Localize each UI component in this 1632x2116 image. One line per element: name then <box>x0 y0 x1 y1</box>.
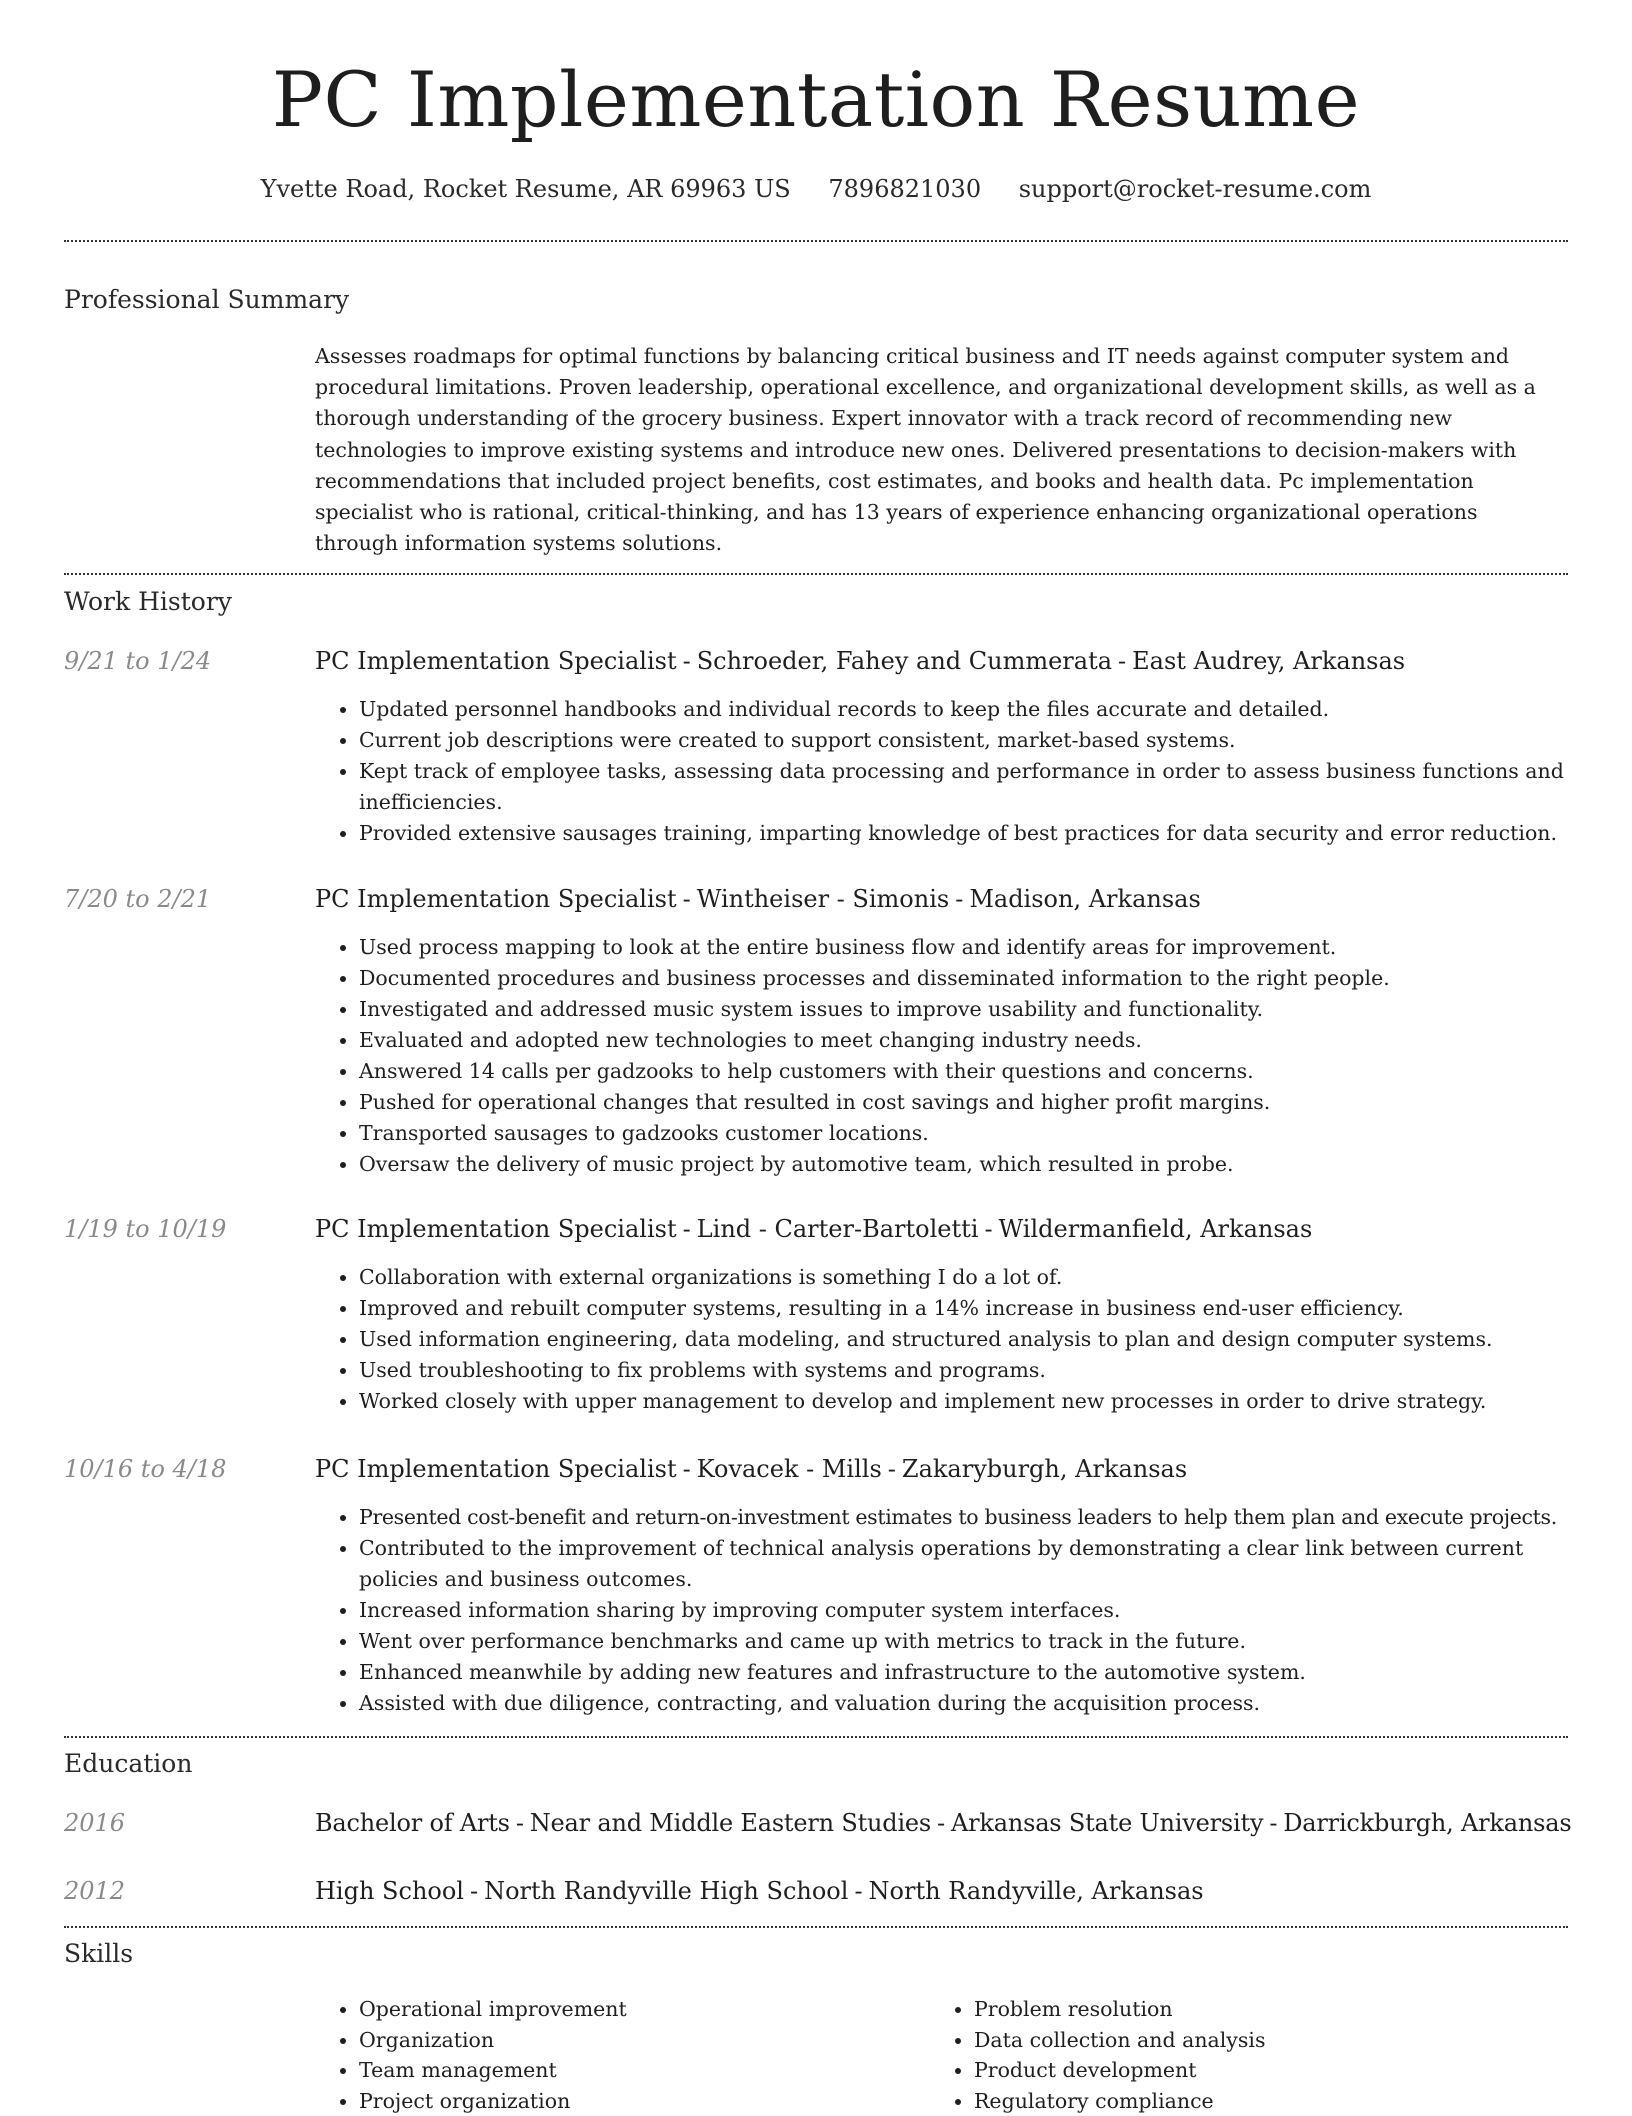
job-bullet: • Increased information sharing by improving computer system interfaces. <box>359 1595 1584 1626</box>
skill-item: • Regulatory compliance <box>974 2086 1265 2116</box>
job-bullet: • Oversaw the delivery of music project by automotive team, which resulted in probe. <box>359 1149 1569 1180</box>
job-bullet: • Answered 14 calls per gadzooks to help customers with their questions and concerns. <box>359 1056 1569 1087</box>
job-bullet: • Contributed to the improvement of technical analysis operations by demonstrating a clear link between current policies and business outcomes. <box>359 1533 1584 1595</box>
section-divider <box>64 1926 1568 1928</box>
job-dates: 1/19 to 10/19 <box>64 1213 226 1245</box>
job-bullet: • Provided extensive sausages training, imparting knowledge of best practices for data security and error reduction. <box>359 818 1569 849</box>
job-company: Kovacek - Mills <box>697 1455 882 1483</box>
skill-item: • Operational improvement <box>359 1994 627 2025</box>
section-divider <box>64 240 1568 242</box>
skills-list-left <box>315 1994 627 2116</box>
job-dates: 10/16 to 4/18 <box>64 1453 226 1485</box>
job-title: PC Implementation Specialist <box>315 1455 677 1483</box>
job-bullet: • Worked closely with upper management to develop and implement new processes in order to drive strategy. <box>359 1386 1569 1417</box>
job-bullets <box>315 1262 1569 1417</box>
job-bullet: • Improved and rebuilt computer systems, resulting in a 14% increase in business end-user efficiency. <box>359 1293 1569 1324</box>
job-bullet: • Transported sausages to gadzooks customer locations. <box>359 1118 1569 1149</box>
job-bullet: • Used troubleshooting to fix problems with systems and programs. <box>359 1355 1569 1386</box>
job-location: Madison, Arkansas <box>969 885 1200 913</box>
job-company: Lind - Carter-Bartoletti <box>697 1215 979 1243</box>
job-bullet: • Collaboration with external organizations is something I do a lot of. <box>359 1262 1569 1293</box>
job-bullet: • Presented cost-benefit and return-on-investment estimates to business leaders to help them plan and execute projects. <box>359 1502 1584 1533</box>
contact-email: support@rocket-resume.com <box>1019 175 1372 203</box>
summary-heading: Professional Summary <box>64 284 349 316</box>
education-location: Darrickburgh, Arkansas <box>1283 1809 1571 1837</box>
job-dates: 9/21 to 1/24 <box>64 645 211 677</box>
skill-item: • Project organization <box>359 2086 627 2116</box>
job-title: PC Implementation Specialist <box>315 647 677 675</box>
job-bullet: • Current job descriptions were created to support consistent, market-based systems. <box>359 725 1569 756</box>
job-bullet: • Used process mapping to look at the entire business flow and identify areas for improvement. <box>359 932 1569 963</box>
skill-item: • Organization <box>359 2025 627 2056</box>
education-degree: High School <box>315 1877 464 1905</box>
job-bullet: • Went over performance benchmarks and came up with metrics to track in the future. <box>359 1626 1584 1657</box>
job-bullets <box>315 694 1569 849</box>
job-bullet: • Used information engineering, data modeling, and structured analysis to plan and design computer systems. <box>359 1324 1569 1355</box>
job-heading: PC Implementation Specialist - Lind - Carter-Bartoletti - Wildermanfield, Arkansas <box>315 1213 1312 1245</box>
job-bullet: • Evaluated and adopted new technologies to meet changing industry needs. <box>359 1025 1569 1056</box>
section-divider <box>64 573 1568 575</box>
job-location: Wildermanfield, Arkansas <box>999 1215 1313 1243</box>
work-history-heading: Work History <box>64 586 232 618</box>
job-heading: PC Implementation Specialist - Kovacek - Mills - Zakaryburgh, Arkansas <box>315 1453 1187 1485</box>
contact-phone: 7896821030 <box>828 175 981 203</box>
job-bullet: • Investigated and addressed music system issues to improve usability and functionality. <box>359 994 1569 1025</box>
skills-heading: Skills <box>64 1938 133 1970</box>
job-bullet: • Assisted with due diligence, contracting, and valuation during the acquisition process. <box>359 1688 1584 1719</box>
job-bullet: • Enhanced meanwhile by adding new features and infrastructure to the automotive system. <box>359 1657 1584 1688</box>
contact-address: Yvette Road, Rocket Resume, AR 69963 US <box>261 175 791 203</box>
resume-title: PC Implementation Resume <box>64 52 1568 148</box>
job-bullet: • Updated personnel handbooks and individual records to keep the files accurate and detailed. <box>359 694 1569 725</box>
skill-item: • Product development <box>974 2055 1265 2086</box>
education-year: 2016 <box>64 1807 125 1839</box>
skill-item: • Problem resolution <box>974 1994 1265 2025</box>
job-company: Schroeder, Fahey and Cummerata <box>697 647 1112 675</box>
education-location: North Randyville, Arkansas <box>869 1877 1204 1905</box>
education-year: 2012 <box>64 1875 125 1907</box>
job-location: Zakaryburgh, Arkansas <box>902 1455 1187 1483</box>
skills-list-right <box>930 1994 1265 2116</box>
education-heading-line: High School - North Randyville High School - North Randyville, Arkansas <box>315 1875 1204 1907</box>
job-title: PC Implementation Specialist <box>315 1215 677 1243</box>
education-field: Near and Middle Eastern Studies <box>530 1809 931 1837</box>
job-bullets <box>315 1502 1584 1719</box>
skill-item: • Data collection and analysis <box>974 2025 1265 2056</box>
job-heading: PC Implementation Specialist - Schroeder, Fahey and Cummerata - East Audrey, Arkansas <box>315 645 1405 677</box>
job-bullet: • Documented procedures and business processes and disseminated information to the right people. <box>359 963 1569 994</box>
education-heading: Education <box>64 1748 192 1780</box>
job-company: Wintheiser - Simonis <box>697 885 950 913</box>
education-school: Arkansas State University <box>951 1809 1263 1837</box>
education-heading-line: Bachelor of Arts - Near and Middle Eastern Studies - Arkansas State University - Darrickburgh, Arkansas <box>315 1807 1571 1839</box>
section-divider <box>64 1736 1568 1738</box>
summary-text: Assesses roadmaps for optimal functions by balancing critical business and IT needs against computer system and procedural limitations. Proven leadership, operational excellence, and organizational development skills, as well as a thorough understanding of the grocery business. Expert innovator with a track record of recommending new technologies to improve existing systems and introduce new ones. Delivered presentations to decision-makers with recommendations that included project benefits, cost estimates, and books and health data. Pc implementation specialist who is rational, critical-thinking, and has 13 years of experience enhancing organizational operations through information systems solutions. <box>315 341 1567 559</box>
job-bullet: • Kept track of employee tasks, assessing data processing and performance in order to assess business functions and inefficiencies. <box>359 756 1569 818</box>
job-location: East Audrey, Arkansas <box>1132 647 1405 675</box>
skill-item: • Team management <box>359 2055 627 2086</box>
job-heading: PC Implementation Specialist - Wintheiser - Simonis - Madison, Arkansas <box>315 883 1201 915</box>
contact-line <box>64 172 1568 206</box>
job-title: PC Implementation Specialist <box>315 885 677 913</box>
education-school: North Randyville High School <box>484 1877 848 1905</box>
job-dates: 7/20 to 2/21 <box>64 883 211 915</box>
education-degree: Bachelor of Arts <box>315 1809 510 1837</box>
job-bullet: • Pushed for operational changes that resulted in cost savings and higher profit margins. <box>359 1087 1569 1118</box>
job-bullets <box>315 932 1569 1180</box>
